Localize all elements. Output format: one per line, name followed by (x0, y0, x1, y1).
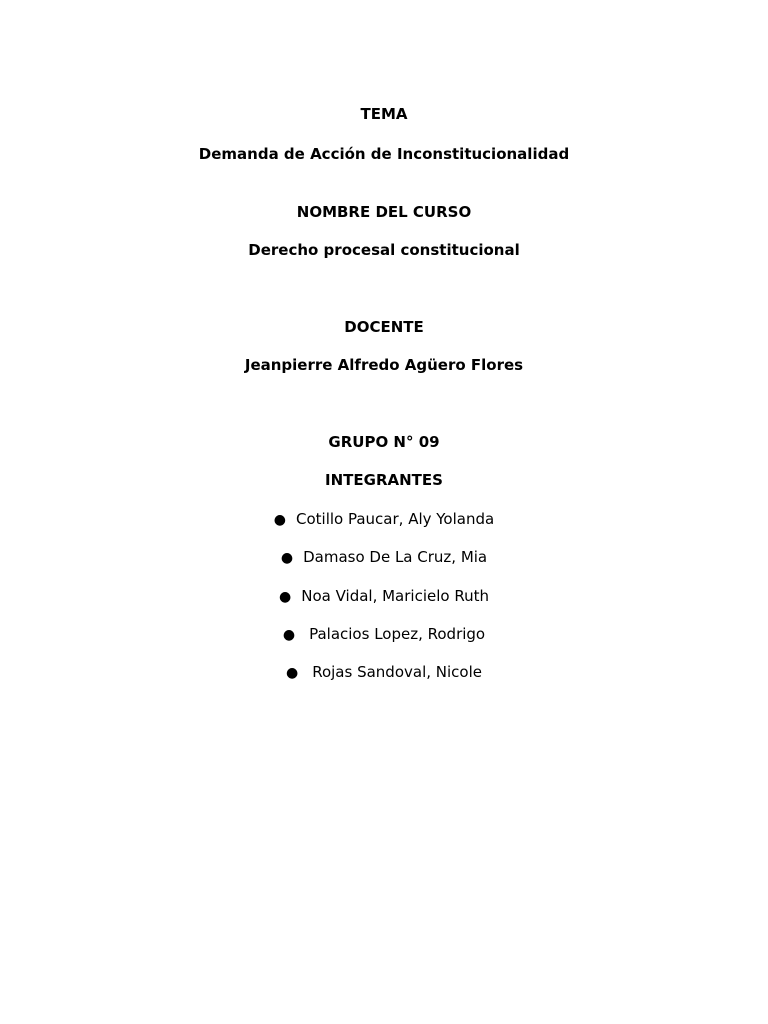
tema-heading: TEMA (360, 105, 408, 123)
member-name: Noa Vidal, Maricielo Ruth (301, 587, 489, 605)
member-name: Damaso De La Cruz, Mia (303, 548, 488, 566)
member-name: Palacios Lopez, Rodrigo (309, 625, 486, 643)
curso-heading: NOMBRE DEL CURSO (296, 203, 472, 221)
curso-value: Derecho procesal constitucional (248, 241, 520, 259)
member-name: Cotillo Paucar, Aly Yolanda (296, 510, 495, 528)
bullet-icon: ● (273, 512, 286, 528)
docente-heading: DOCENTE (344, 318, 424, 336)
docente-value: Jeanpierre Alfredo Agüero Flores (244, 356, 524, 374)
grupo-heading: GRUPO N° 09 (328, 433, 440, 451)
bullet-icon: ● (286, 665, 299, 681)
list-item (0, 509, 768, 530)
bullet-icon: ● (279, 589, 292, 605)
tema-value: Demanda de Acción de Inconstitucionalidad (198, 145, 570, 163)
list-item (0, 662, 768, 683)
integrantes-heading: INTEGRANTES (325, 471, 443, 489)
list-item (0, 624, 768, 645)
bullet-icon: ● (280, 550, 294, 566)
member-name: Rojas Sandoval, Nicole (312, 663, 482, 681)
list-item (0, 547, 768, 568)
list-item (0, 586, 768, 607)
bullet-icon: ● (282, 627, 296, 643)
